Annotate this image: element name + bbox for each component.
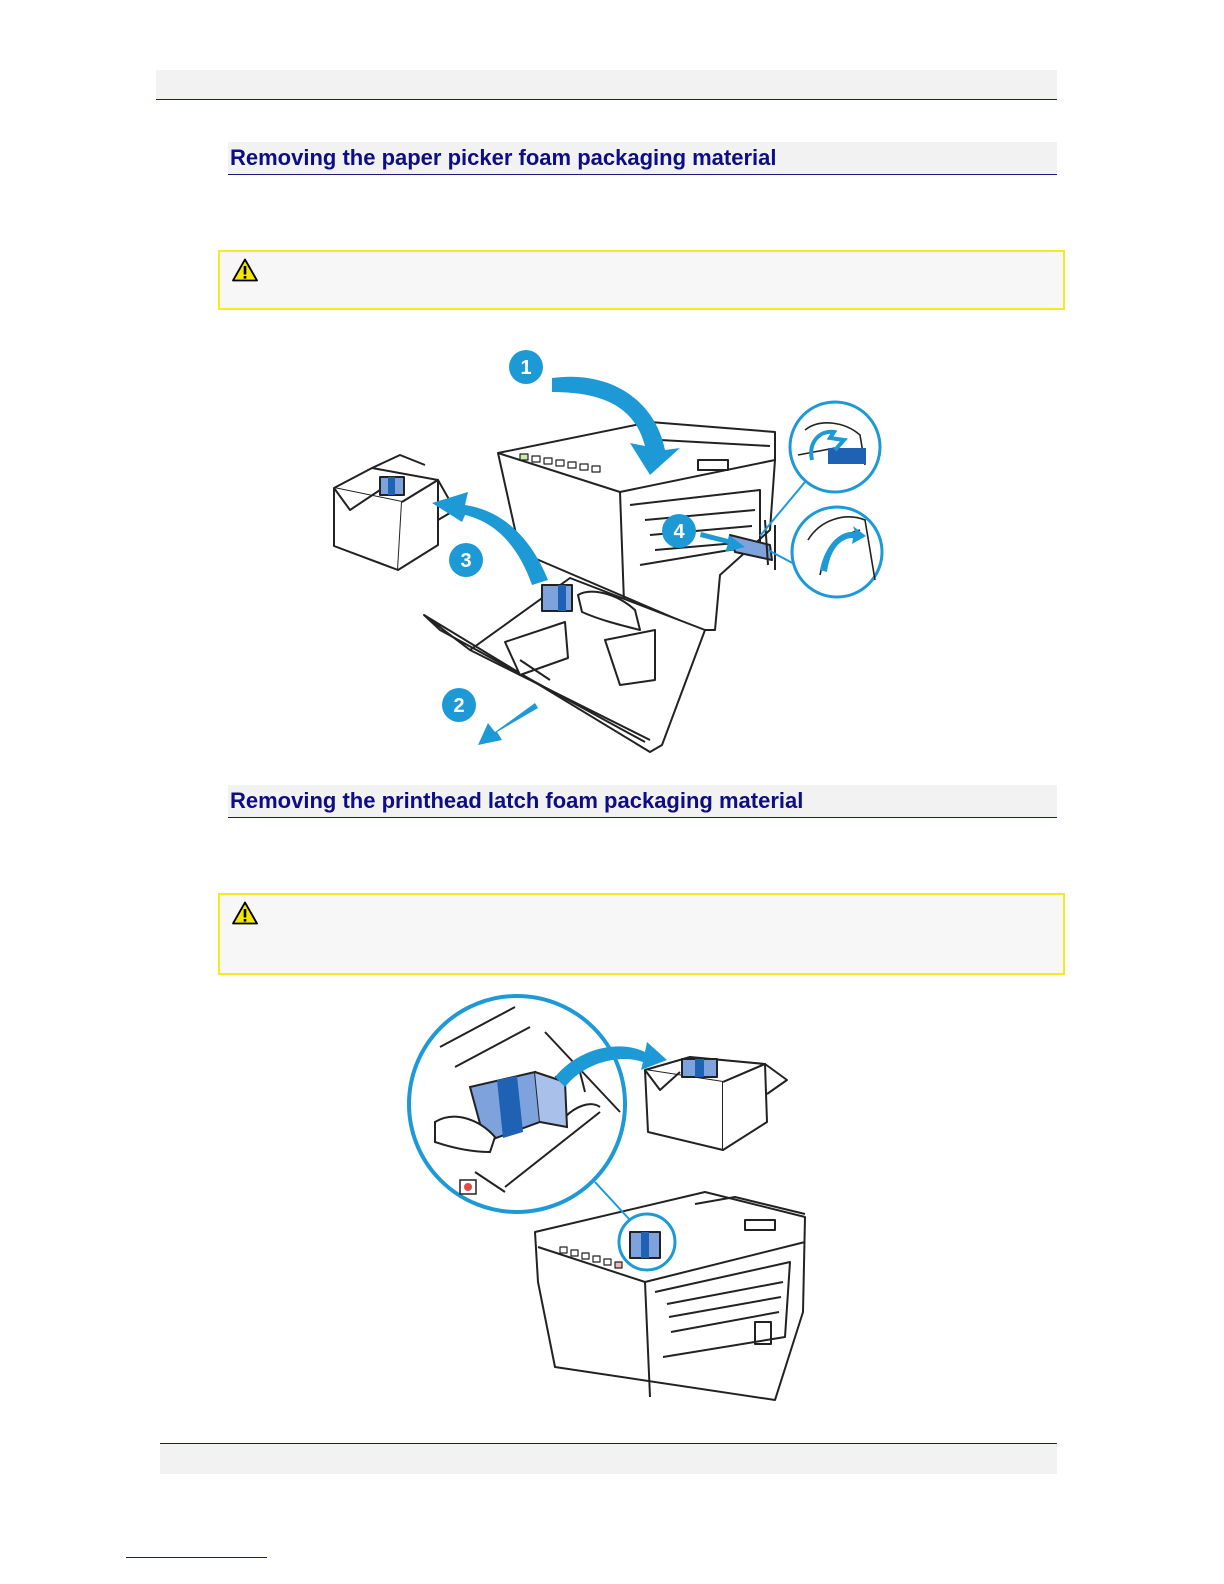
step-4-marker (662, 514, 696, 548)
detail-circle-bottom (792, 507, 882, 597)
section-heading-printhead-latch: Removing the printhead latch foam packaging material (228, 785, 1057, 818)
step-1-marker (509, 350, 543, 384)
footer-link-underline (126, 1557, 267, 1558)
caution-box-printhead-latch (218, 893, 1065, 975)
warning-triangle-icon (232, 901, 258, 925)
svg-text:3: 3 (460, 550, 472, 572)
section-heading-paper-picker: Removing the paper picker foam packaging material (228, 142, 1057, 175)
magnified-detail-circle (409, 996, 625, 1212)
svg-text:1: 1 (520, 357, 532, 379)
foam-block-in-tray (542, 585, 572, 611)
paper-picker-removal-illustration (320, 340, 900, 760)
detail-circle-top (790, 402, 880, 492)
page-header-band (156, 70, 1057, 100)
printer-body (535, 1192, 805, 1400)
cardboard-box (334, 455, 455, 570)
svg-text:2: 2 (453, 695, 465, 717)
step-2-marker (442, 688, 476, 722)
printhead-latch-removal-illustration (405, 992, 815, 1410)
caution-box-paper-picker (218, 250, 1065, 310)
step-3-marker (449, 543, 483, 577)
step2-arrow (478, 703, 538, 745)
warning-triangle-icon (232, 258, 258, 282)
svg-text:4: 4 (673, 521, 685, 543)
page-footer-band (160, 1443, 1057, 1474)
